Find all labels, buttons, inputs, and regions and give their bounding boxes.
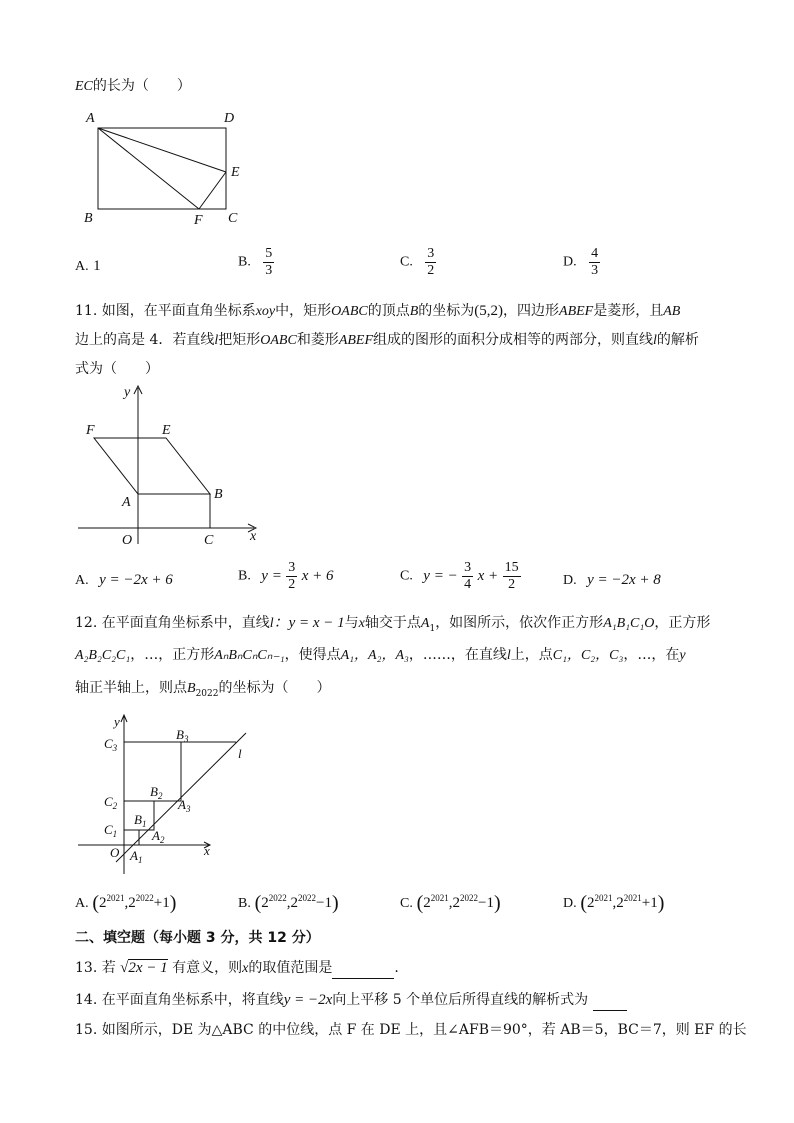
option-letter: B.	[238, 568, 251, 584]
denominator: 4	[464, 577, 472, 592]
text: 12. 在平面直角坐标系中，直线	[75, 615, 270, 631]
text: ，四边形	[503, 303, 560, 319]
option-pre: y = −	[423, 568, 458, 584]
math-var: ABEF	[338, 333, 374, 348]
q10-label-F: F	[194, 213, 203, 228]
answer-blank[interactable]	[593, 990, 627, 1011]
base: 2	[128, 894, 136, 911]
text: 边上的高是 4．若直线	[75, 332, 215, 348]
option-letter: D.	[563, 895, 577, 911]
math-var: y	[679, 648, 686, 663]
exponent: 2022	[268, 892, 287, 903]
q12-option-b[interactable]: B. $(2^{2022},2^{2022}-1)$	[238, 892, 339, 914]
text: ，如图所示，依次作正方形	[435, 615, 604, 631]
q10-var: EC	[75, 79, 93, 94]
numerator: 3	[288, 560, 296, 575]
text: 轴正半轴上，则点	[75, 680, 187, 696]
q11-rhombus-ABEF	[94, 438, 210, 494]
q12-label-l: l	[238, 746, 242, 761]
option-fraction	[462, 560, 473, 593]
option-letter: D.	[563, 573, 577, 588]
q12-label-B1: $B_1$	[134, 812, 147, 829]
exponent: 2022	[460, 892, 479, 903]
base: 2	[587, 894, 595, 911]
q11-label-x: x	[250, 529, 257, 544]
text: 向上平移 5 个单位后所得直线的解析式为	[332, 992, 589, 1008]
q12-label-x: x	[204, 843, 210, 858]
math-var: A₁，A₂，A₃	[340, 648, 409, 663]
base: 2	[452, 894, 461, 911]
q10-label-B: B	[84, 211, 93, 226]
math-var: l	[269, 616, 274, 631]
q12-label-C3: $C_3$	[104, 736, 118, 753]
option-mid: x +	[477, 568, 499, 584]
q11-figure	[74, 382, 274, 552]
denominator: 2	[427, 263, 435, 278]
q10-line-FE	[199, 172, 226, 209]
q10-label-A: A	[86, 111, 95, 126]
q12-label-B3: $B_3$	[176, 727, 189, 744]
math-var: xoy	[255, 304, 276, 319]
text: 的解析	[656, 332, 699, 348]
math-var: ABEF	[559, 304, 594, 319]
base: 2	[99, 894, 107, 911]
q12-label-A1: $A_1$	[130, 848, 143, 865]
exponent: 2021	[594, 892, 613, 903]
q11-stem-line3: 式为（ ）	[75, 361, 159, 377]
text: 组成的图形的面积分成相等的两部分，则直线	[373, 332, 654, 348]
option-post: x + 6	[301, 568, 334, 584]
q12-label-A2: $A_2$	[152, 828, 165, 845]
q11-option-c[interactable]	[400, 560, 521, 593]
q12-figure	[76, 712, 256, 878]
text: 中，矩形	[275, 303, 332, 319]
q12-stem-line3	[75, 678, 330, 704]
text: 轴交于点	[364, 615, 421, 631]
base: 2	[261, 894, 269, 911]
base: 2	[423, 894, 431, 911]
option-value: y = −2x + 6	[99, 572, 173, 588]
q10-stem	[75, 76, 191, 97]
q10-label-E: E	[231, 165, 240, 180]
q11-rectangle-OABC	[138, 494, 210, 528]
math-coord: (5,2)	[474, 303, 504, 319]
q12-square-1	[124, 830, 139, 845]
text: 是菱形，且	[593, 303, 664, 319]
base: 2	[290, 894, 299, 911]
math-var: l	[214, 333, 219, 348]
q11-label-C: C	[204, 533, 214, 548]
option-fraction	[589, 246, 600, 279]
q10-line-AF	[98, 128, 199, 209]
q11-label-F: F	[86, 423, 95, 438]
math-var: A₁B₁C₁O	[603, 616, 655, 631]
option-letter: A.	[75, 573, 89, 588]
numerator: 3	[464, 560, 472, 575]
option-letter: C.	[400, 254, 413, 270]
q12-option-c[interactable]: C. $(2^{2021},2^{2022}-1)$	[400, 892, 501, 914]
tail: −1	[478, 894, 494, 911]
q12-label-y: y	[114, 714, 120, 729]
text: 有意义，则	[172, 960, 243, 976]
exponent: 2021	[623, 892, 642, 903]
q10-rectangle	[98, 128, 226, 209]
tail: +1	[641, 894, 658, 911]
q12-stem-line1: 12. 在平面直角坐标系中，直线l：y = x − 1与x轴交于点$A_1$，如图所示，依次作正方形A₁B₁C₁O，正方形	[75, 615, 711, 634]
math-var: C₁，C₂，C₃	[552, 648, 624, 663]
text: 把矩形	[218, 332, 261, 348]
math-var: A	[420, 616, 430, 631]
text: ，…，在	[623, 647, 680, 663]
q11-stem-line1	[75, 301, 680, 322]
math-var: A₂B₂C₂C₁	[75, 648, 131, 663]
section-title: 二、填空题（每小题 3 分，共 12 分）	[75, 930, 320, 946]
math-var: x	[242, 961, 249, 976]
text: 11. 如图，在平面直角坐标系	[75, 303, 256, 319]
option-letter: A.	[75, 895, 89, 911]
option-value: 1	[93, 258, 101, 274]
base: 2	[616, 894, 624, 911]
numerator: 4	[591, 246, 599, 261]
math-var: OABC	[331, 304, 368, 319]
q11-stem-line2	[75, 330, 699, 351]
text: ，正方形	[654, 615, 711, 631]
exponent: 2022	[135, 892, 154, 903]
exponent: 2021	[430, 892, 449, 903]
tail: −1	[316, 894, 332, 911]
numerator: 3	[427, 246, 435, 261]
option-value: y = −2x + 8	[587, 572, 661, 588]
option-pre: y =	[261, 568, 282, 584]
q12-label-A3: $A_3$	[178, 797, 191, 814]
q11-label-O: O	[122, 533, 133, 548]
q11-option-b[interactable]	[238, 560, 334, 593]
text: .	[394, 960, 399, 976]
tail: +1	[153, 894, 170, 911]
q10-label-D: D	[224, 111, 235, 126]
text: ，使得点	[284, 647, 341, 663]
q12-label-C1: $C_1$	[104, 822, 118, 839]
option-letter: C.	[400, 568, 413, 584]
numerator: 5	[265, 246, 273, 261]
math-var: l	[506, 648, 511, 663]
text: 的坐标为	[418, 303, 475, 319]
q12-option-d[interactable]: D. $(2^{2021},2^{2021}+1)$	[563, 892, 665, 914]
option-fraction	[263, 246, 274, 279]
q12-label-C2: $C_2$	[104, 794, 118, 811]
q10-line-AE	[98, 128, 226, 172]
q12-stem-line2	[75, 645, 686, 666]
text: 13. 若	[75, 960, 116, 976]
q10-label-C: C	[228, 211, 238, 226]
q10-figure	[78, 104, 258, 230]
math-var: AB	[663, 304, 681, 319]
math-eq: y = −2x	[283, 992, 333, 1008]
q10-option-a[interactable]	[75, 258, 101, 275]
q11-option-d[interactable]	[563, 572, 661, 589]
option-fraction	[425, 246, 436, 279]
subscript: 2022	[195, 688, 219, 699]
exponent: 2021	[106, 892, 125, 903]
q10-stem-text: 的长为（ ）	[92, 78, 191, 94]
math-eq: ：y = x − 1	[273, 615, 345, 631]
q11-label-y: y	[124, 385, 131, 400]
denominator: 3	[265, 263, 273, 278]
q11-label-B: B	[214, 487, 223, 502]
text: 和菱形	[296, 332, 339, 348]
option-letter: A.	[75, 259, 89, 274]
option-letter: D.	[563, 254, 577, 270]
math-var: AₙBₙCₙCₙ₋₁	[214, 648, 285, 663]
q10-option-d[interactable]	[563, 246, 600, 279]
text: 的取值范围是	[248, 960, 333, 976]
denominator: 3	[591, 263, 599, 278]
text: ，…，正方形	[130, 647, 215, 663]
option-letter: C.	[400, 895, 413, 911]
radicand: 2x − 1	[128, 960, 168, 976]
sqrt-expression: √2x − 1	[120, 960, 168, 976]
option-letter: B.	[238, 895, 251, 911]
denominator: 2	[288, 577, 296, 592]
q12-label-O: O	[110, 845, 120, 860]
text: ，……，在直线	[408, 647, 507, 663]
option-fraction-2	[503, 560, 521, 593]
q14	[75, 990, 627, 1011]
q13	[75, 958, 399, 979]
math-var: OABC	[260, 333, 297, 348]
text: 14. 在平面直角坐标系中，将直线	[75, 992, 284, 1008]
q11-label-E: E	[162, 423, 171, 438]
q12-option-a[interactable]: A. $(2^{2021},2^{2022}+1)$	[75, 892, 177, 914]
option-fraction	[286, 560, 297, 593]
denominator: 2	[508, 577, 516, 592]
option-letter: B.	[238, 254, 251, 270]
math-var: x	[358, 616, 365, 631]
answer-blank[interactable]	[332, 958, 394, 979]
text: 的顶点	[367, 303, 410, 319]
q10-option-b[interactable]	[238, 246, 274, 279]
exponent: 2022	[298, 892, 317, 903]
text: 的坐标为（ ）	[218, 680, 331, 696]
q15: 15. 如图所示，DE 为△ABC 的中位线，点 F 在 DE 上，且∠AFB＝90°，若 AB＝5，BC＝7，则 EF 的长	[75, 1022, 747, 1038]
math-var: l	[653, 333, 657, 348]
text: 与	[344, 615, 359, 631]
q11-label-A: A	[122, 495, 131, 510]
q11-option-a[interactable]	[75, 572, 173, 589]
q10-option-c[interactable]	[400, 246, 436, 279]
text: 上，点	[510, 647, 553, 663]
math-var: B	[187, 681, 196, 696]
numerator: 15	[504, 560, 519, 575]
math-var: B	[409, 304, 419, 319]
q12-label-B2: $B_2$	[150, 784, 163, 801]
